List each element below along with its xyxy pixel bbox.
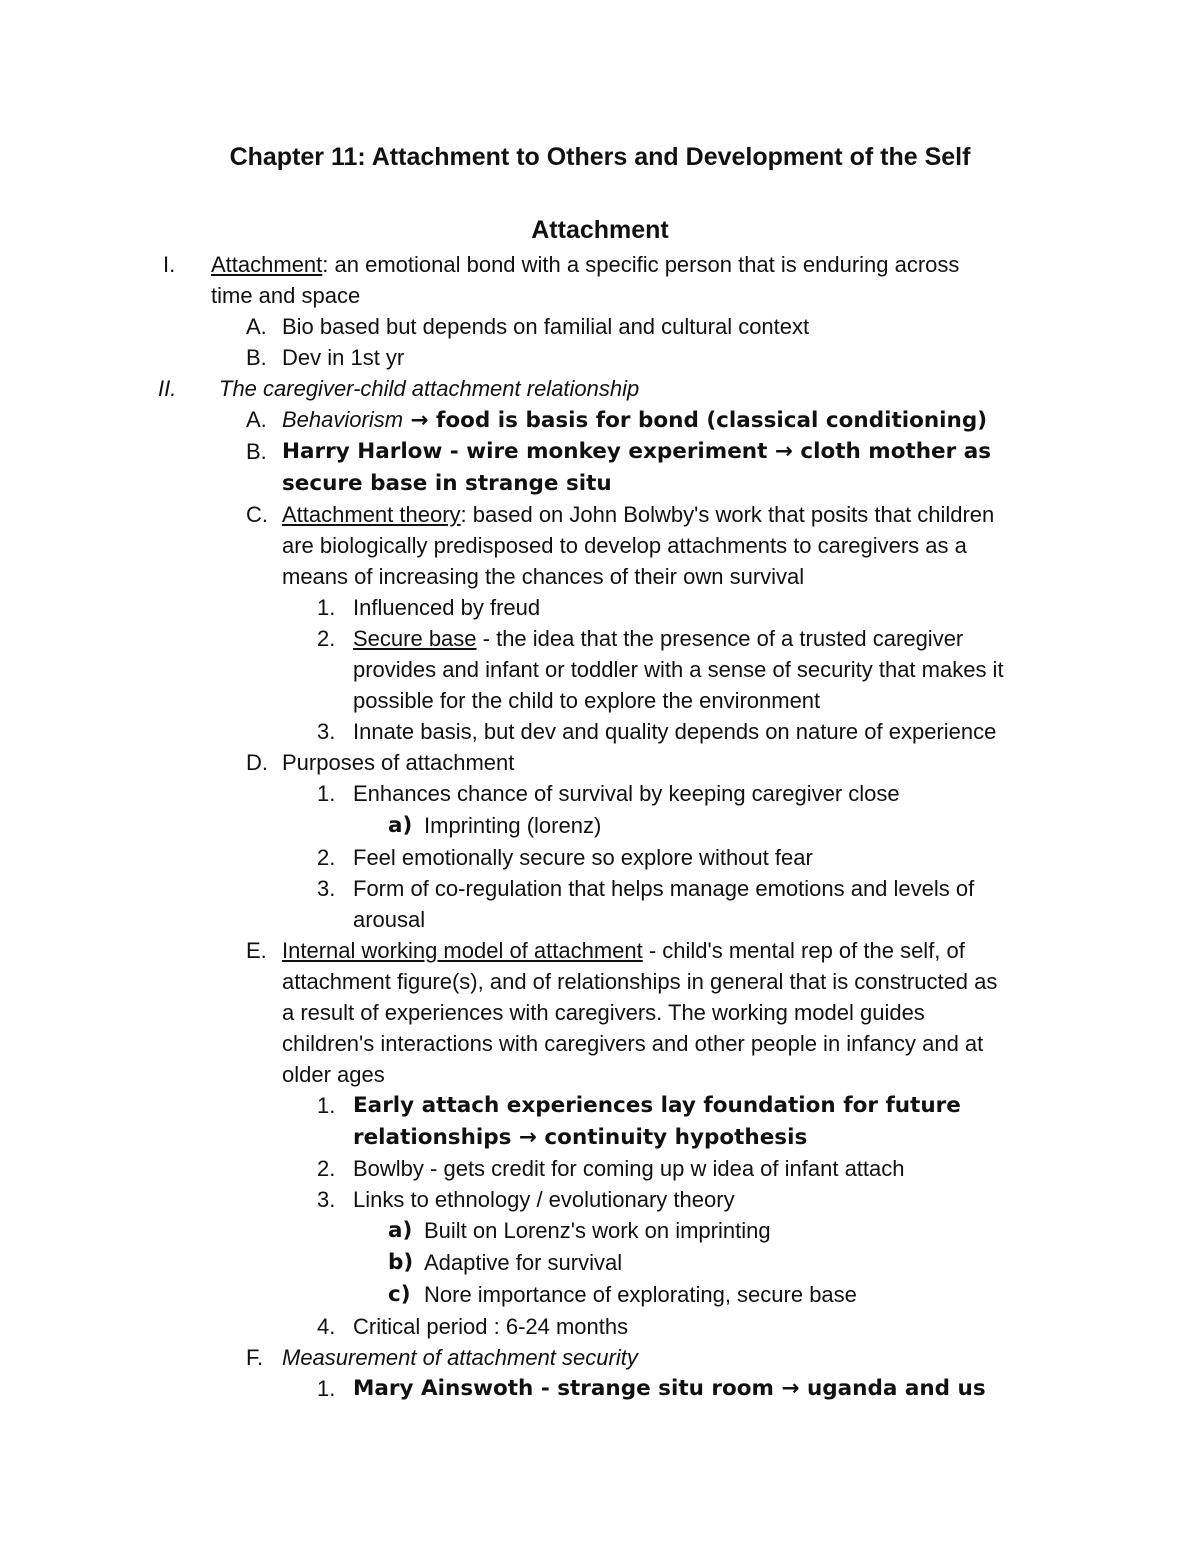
list-item-continuation: a result of experiences with caregivers. The working model guides [282, 1000, 925, 1025]
list-item: Innate basis, but dev and quality depends on nature of experience [353, 719, 997, 744]
list-marker: b) [388, 1250, 414, 1275]
list-item: Measurement of attachment security [282, 1345, 638, 1370]
list-item: The caregiver-child attachment relationship [219, 376, 640, 401]
list-item [353, 623, 963, 654]
list-marker: B. [246, 439, 267, 464]
list-item-continuation: secure base in strange situ [282, 471, 612, 496]
list-marker: 1. [317, 781, 336, 806]
list-item: Adaptive for survival [424, 1250, 623, 1275]
list-item: Harry Harlow - wire monkey experiment → cloth mother as [282, 439, 992, 464]
list-marker: I. [163, 252, 176, 277]
list-marker: F. [246, 1345, 264, 1370]
list-item [282, 404, 987, 435]
list-item [211, 249, 959, 280]
list-item-continuation: time and space [211, 283, 361, 308]
list-item: Purposes of attachment [282, 750, 515, 775]
bold-text: → food is basis for bond (classical conditioning) [403, 408, 988, 433]
list-marker: C. [246, 502, 268, 527]
definition-text: - child's mental rep of the self, of [642, 938, 965, 963]
term-attachment: Attachment [211, 252, 323, 277]
list-item-continuation: possible for the child to explore the environment [353, 688, 821, 713]
list-marker: 1. [317, 595, 336, 620]
list-item: Mary Ainswoth - strange situ room → uganda and us [353, 1376, 986, 1401]
list-item-continuation: relationships → continuity hypothesis [353, 1125, 808, 1150]
list-marker: 2. [317, 845, 336, 870]
list-item: Imprinting (lorenz) [424, 813, 602, 838]
list-item: Built on Lorenz's work on imprinting [424, 1218, 771, 1243]
list-marker: 3. [317, 876, 336, 901]
list-marker: 3. [317, 1187, 336, 1212]
list-item: Form of co-regulation that helps manage emotions and levels of [353, 876, 975, 901]
list-item: Critical period : 6-24 months [353, 1314, 629, 1339]
list-item-continuation: are biologically predisposed to develop attachments to caregivers as a [282, 533, 967, 558]
term-attachment-theory: Attachment theory [282, 502, 461, 527]
list-marker: c) [388, 1282, 411, 1307]
list-marker: 1. [317, 1376, 336, 1401]
list-marker: 2. [317, 626, 336, 651]
list-item: Dev in 1st yr [282, 345, 405, 370]
section-heading: Attachment [531, 216, 669, 244]
list-item: Bio based but depends on familial and cultural context [282, 314, 810, 339]
list-item: Feel emotionally secure so explore without fear [353, 845, 813, 870]
list-marker: D. [246, 750, 268, 775]
definition-text: : based on John Bolwby's work that posits that children [460, 502, 995, 527]
list-item: Enhances chance of survival by keeping caregiver close [353, 781, 900, 806]
list-marker: a) [388, 1218, 413, 1243]
list-marker: a) [388, 813, 413, 838]
list-item: Nore importance of explorating, secure base [424, 1282, 857, 1307]
definition-text: : an emotional bond with a specific person that is enduring across [322, 252, 960, 277]
list-item-continuation: attachment figure(s), and of relationships in general that is constructed as [282, 969, 998, 994]
list-marker: A. [246, 407, 267, 432]
list-marker: II. [158, 376, 177, 401]
page-title: Chapter 11: Attachment to Others and Development of the Self [229, 143, 971, 171]
list-item [282, 935, 965, 966]
list-marker: E. [246, 938, 267, 963]
list-item-continuation: older ages [282, 1062, 385, 1087]
list-item-continuation: means of increasing the chances of their own survival [282, 564, 805, 589]
list-marker: 2. [317, 1156, 336, 1181]
list-item: Early attach experiences lay foundation for future [353, 1093, 961, 1118]
list-item-continuation: provides and infant or toddler with a sense of security that makes it [353, 657, 1004, 682]
list-marker: 3. [317, 719, 336, 744]
list-item-continuation: children's interactions with caregivers and other people in infancy and at [282, 1031, 984, 1056]
list-marker: 4. [317, 1314, 336, 1339]
list-item: Bowlby - gets credit for coming up w idea of infant attach [353, 1156, 905, 1181]
term-internal-working-model: Internal working model of attachment [282, 938, 643, 963]
term-behaviorism: Behaviorism [282, 407, 404, 432]
list-item: Influenced by freud [353, 595, 541, 620]
list-item: Links to ethnology / evolutionary theory [353, 1187, 735, 1212]
list-item [282, 499, 994, 530]
list-marker: B. [246, 345, 267, 370]
term-secure-base: Secure base [353, 626, 477, 651]
definition-text: - the idea that the presence of a trusted caregiver [476, 626, 964, 651]
list-marker: A. [246, 314, 267, 339]
list-item-continuation: arousal [353, 907, 426, 932]
list-marker: 1. [317, 1093, 336, 1118]
